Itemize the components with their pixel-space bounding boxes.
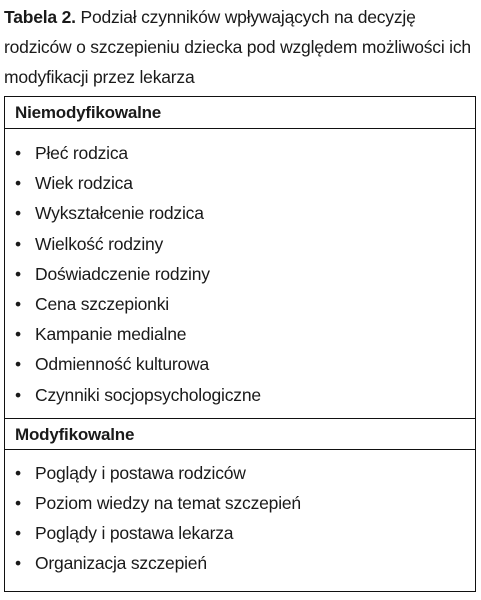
list-item (5, 319, 475, 349)
list-item (5, 259, 475, 289)
list-item-text: Wykształcenie rodzica (35, 203, 204, 224)
list-item (5, 168, 475, 198)
section-heading-non-modifiable: Niemodyfikowalne (5, 97, 475, 129)
table-label: Tabela 2. (4, 7, 76, 27)
list-item (5, 518, 475, 548)
bullet-icon: • (15, 384, 21, 405)
bullet-icon: • (15, 324, 21, 345)
non-modifiable-list (5, 129, 475, 418)
bullet-icon: • (15, 462, 21, 483)
section-heading-modifiable: Modyfikowalne (5, 418, 475, 450)
bullet-icon: • (15, 263, 21, 284)
list-item (5, 458, 475, 488)
list-item (5, 548, 475, 578)
list-item-text: Organizacja szczepień (35, 553, 207, 574)
list-item (5, 198, 475, 228)
list-item (5, 349, 475, 379)
bullet-icon: • (15, 203, 21, 224)
table-caption (4, 2, 474, 92)
list-item (5, 488, 475, 518)
list-item (5, 289, 475, 319)
factors-table (4, 96, 476, 592)
list-item-text: Płeć rodzica (35, 143, 128, 163)
list-item-text: Poziom wiedzy na temat szczepień (35, 492, 301, 513)
bullet-icon: • (15, 233, 21, 254)
bullet-icon: • (15, 553, 21, 574)
bullet-icon: • (15, 143, 21, 163)
bullet-icon: • (15, 293, 21, 314)
bullet-icon: • (15, 492, 21, 513)
bullet-icon: • (15, 354, 21, 375)
list-item (5, 229, 475, 259)
list-item-text: Czynniki socjopsychologiczne (35, 384, 261, 405)
list-item-text: Cena szczepionki (35, 293, 169, 314)
table-caption-text: Podział czynników wpływających na decyzję rodziców o szczepieniu dziecka pod względem możliwości ich modyfikacji przez lekarza (4, 7, 471, 87)
list-item-text: Wiek rodzica (35, 173, 133, 194)
modifiable-list (5, 450, 475, 579)
list-item-text: Poglądy i postawa rodziców (35, 462, 246, 483)
list-item (5, 138, 475, 168)
bullet-icon: • (15, 523, 21, 544)
list-item-text: Wielkość rodziny (35, 233, 164, 254)
list-item-text: Kampanie medialne (35, 324, 187, 345)
list-item (5, 380, 475, 410)
list-item-text: Odmienność kulturowa (35, 354, 209, 375)
list-item-text: Poglądy i postawa lekarza (35, 523, 234, 544)
bullet-icon: • (15, 173, 21, 194)
list-item-text: Doświadczenie rodziny (35, 263, 210, 284)
